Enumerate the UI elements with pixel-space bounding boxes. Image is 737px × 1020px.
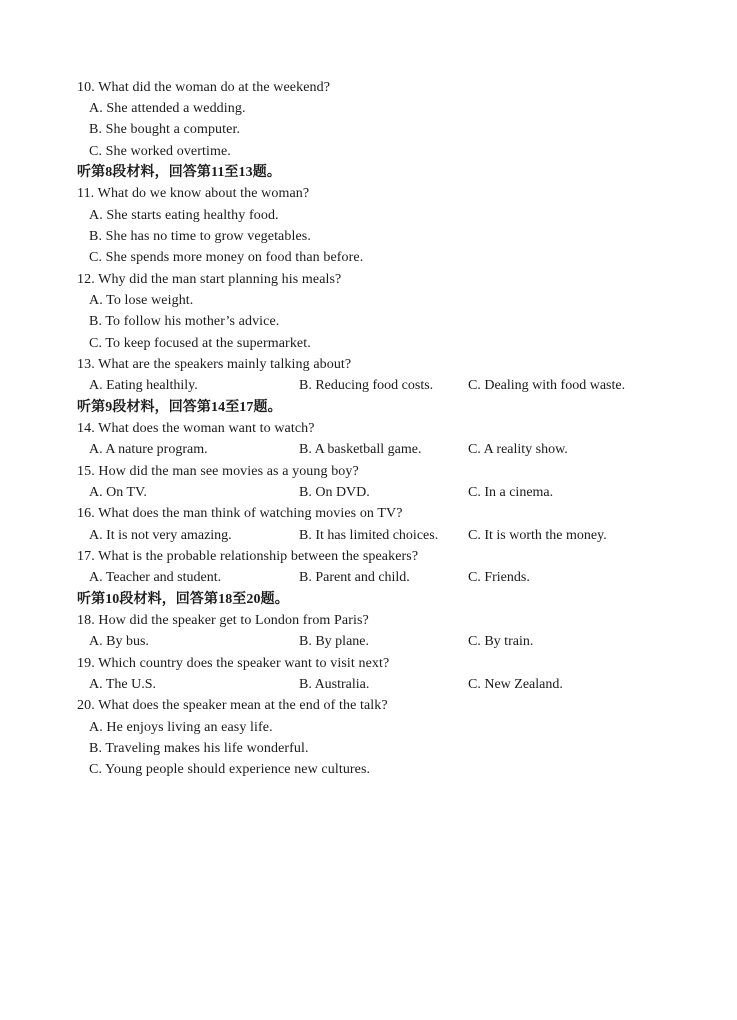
question-15-stem: 15. How did the man see movies as a young boy? — [77, 464, 359, 479]
question-15-option-a: A. On TV. — [89, 485, 147, 500]
question-14-option-c: C. A reality show. — [468, 442, 568, 457]
question-10-option-b: B. She bought a computer. — [89, 122, 241, 137]
question-11-stem: 11. What do we know about the woman? — [77, 186, 310, 201]
question-19-options — [89, 674, 689, 695]
question-15-option-b: B. On DVD. — [299, 485, 370, 500]
question-14-options — [89, 439, 689, 460]
question-19-option-a: A. The U.S. — [89, 677, 157, 692]
question-13-option-a: A. Eating healthily. — [89, 378, 198, 393]
question-17-options — [89, 567, 689, 588]
question-12-option-b: B. To follow his mother’s advice. — [89, 314, 280, 329]
question-16-option-b: B. It has limited choices. — [299, 528, 439, 543]
question-18-option-c: C. By train. — [468, 634, 534, 649]
question-11-option-a: A. She starts eating healthy food. — [89, 208, 279, 223]
question-16-option-c: C. It is worth the money. — [468, 528, 607, 543]
question-11-option-b: B. She has no time to grow vegetables. — [89, 229, 311, 244]
question-20-option-c: C. Young people should experience new cultures. — [89, 762, 371, 777]
question-11-option-c: C. She spends more money on food than before. — [89, 250, 364, 265]
question-19-option-c: C. New Zealand. — [468, 677, 563, 692]
question-13-options — [89, 375, 689, 396]
question-16-options — [89, 525, 689, 546]
question-20-stem: 20. What does the speaker mean at the end of the talk? — [77, 698, 388, 713]
question-15-option-c: C. In a cinema. — [468, 485, 554, 500]
question-10-stem: 10. What did the woman do at the weekend? — [77, 80, 331, 95]
question-18-option-a: A. By bus. — [89, 634, 149, 649]
question-12-option-a: A. To lose weight. — [89, 293, 194, 308]
question-16-option-a: A. It is not very amazing. — [89, 528, 232, 543]
question-15-options — [89, 482, 689, 503]
question-19-option-b: B. Australia. — [299, 677, 370, 692]
question-10-option-a: A. She attended a wedding. — [89, 101, 246, 116]
section-header-9: 听第9段材料，回答第14至17题。 — [77, 400, 282, 415]
question-18-option-b: B. By plane. — [299, 634, 369, 649]
question-10-option-c: C. She worked overtime. — [89, 144, 231, 159]
question-17-option-c: C. Friends. — [468, 570, 530, 585]
section-header-8: 听第8段材料，回答第11至13题。 — [77, 165, 281, 180]
question-20-option-b: B. Traveling makes his life wonderful. — [89, 741, 309, 756]
section-header-10: 听第10段材料，回答第18至20题。 — [77, 592, 289, 607]
question-17-option-a: A. Teacher and student. — [89, 570, 222, 585]
question-18-options — [89, 631, 689, 652]
question-17-option-b: B. Parent and child. — [299, 570, 410, 585]
question-16-stem: 16. What does the man think of watching movies on TV? — [77, 506, 403, 521]
question-14-option-b: B. A basketball game. — [299, 442, 422, 457]
question-20-option-a: A. He enjoys living an easy life. — [89, 720, 273, 735]
question-19-stem: 19. Which country does the speaker want to visit next? — [77, 656, 390, 671]
question-13-option-c: C. Dealing with food waste. — [468, 378, 626, 393]
question-12-stem: 12. Why did the man start planning his meals? — [77, 272, 342, 287]
question-13-option-b: B. Reducing food costs. — [299, 378, 434, 393]
question-18-stem: 18. How did the speaker get to London from Paris? — [77, 613, 369, 628]
question-14-stem: 14. What does the woman want to watch? — [77, 421, 315, 436]
question-17-stem: 17. What is the probable relationship between the speakers? — [77, 549, 419, 564]
question-14-option-a: A. A nature program. — [89, 442, 208, 457]
question-13-stem: 13. What are the speakers mainly talking about? — [77, 357, 352, 372]
question-12-option-c: C. To keep focused at the supermarket. — [89, 336, 311, 351]
